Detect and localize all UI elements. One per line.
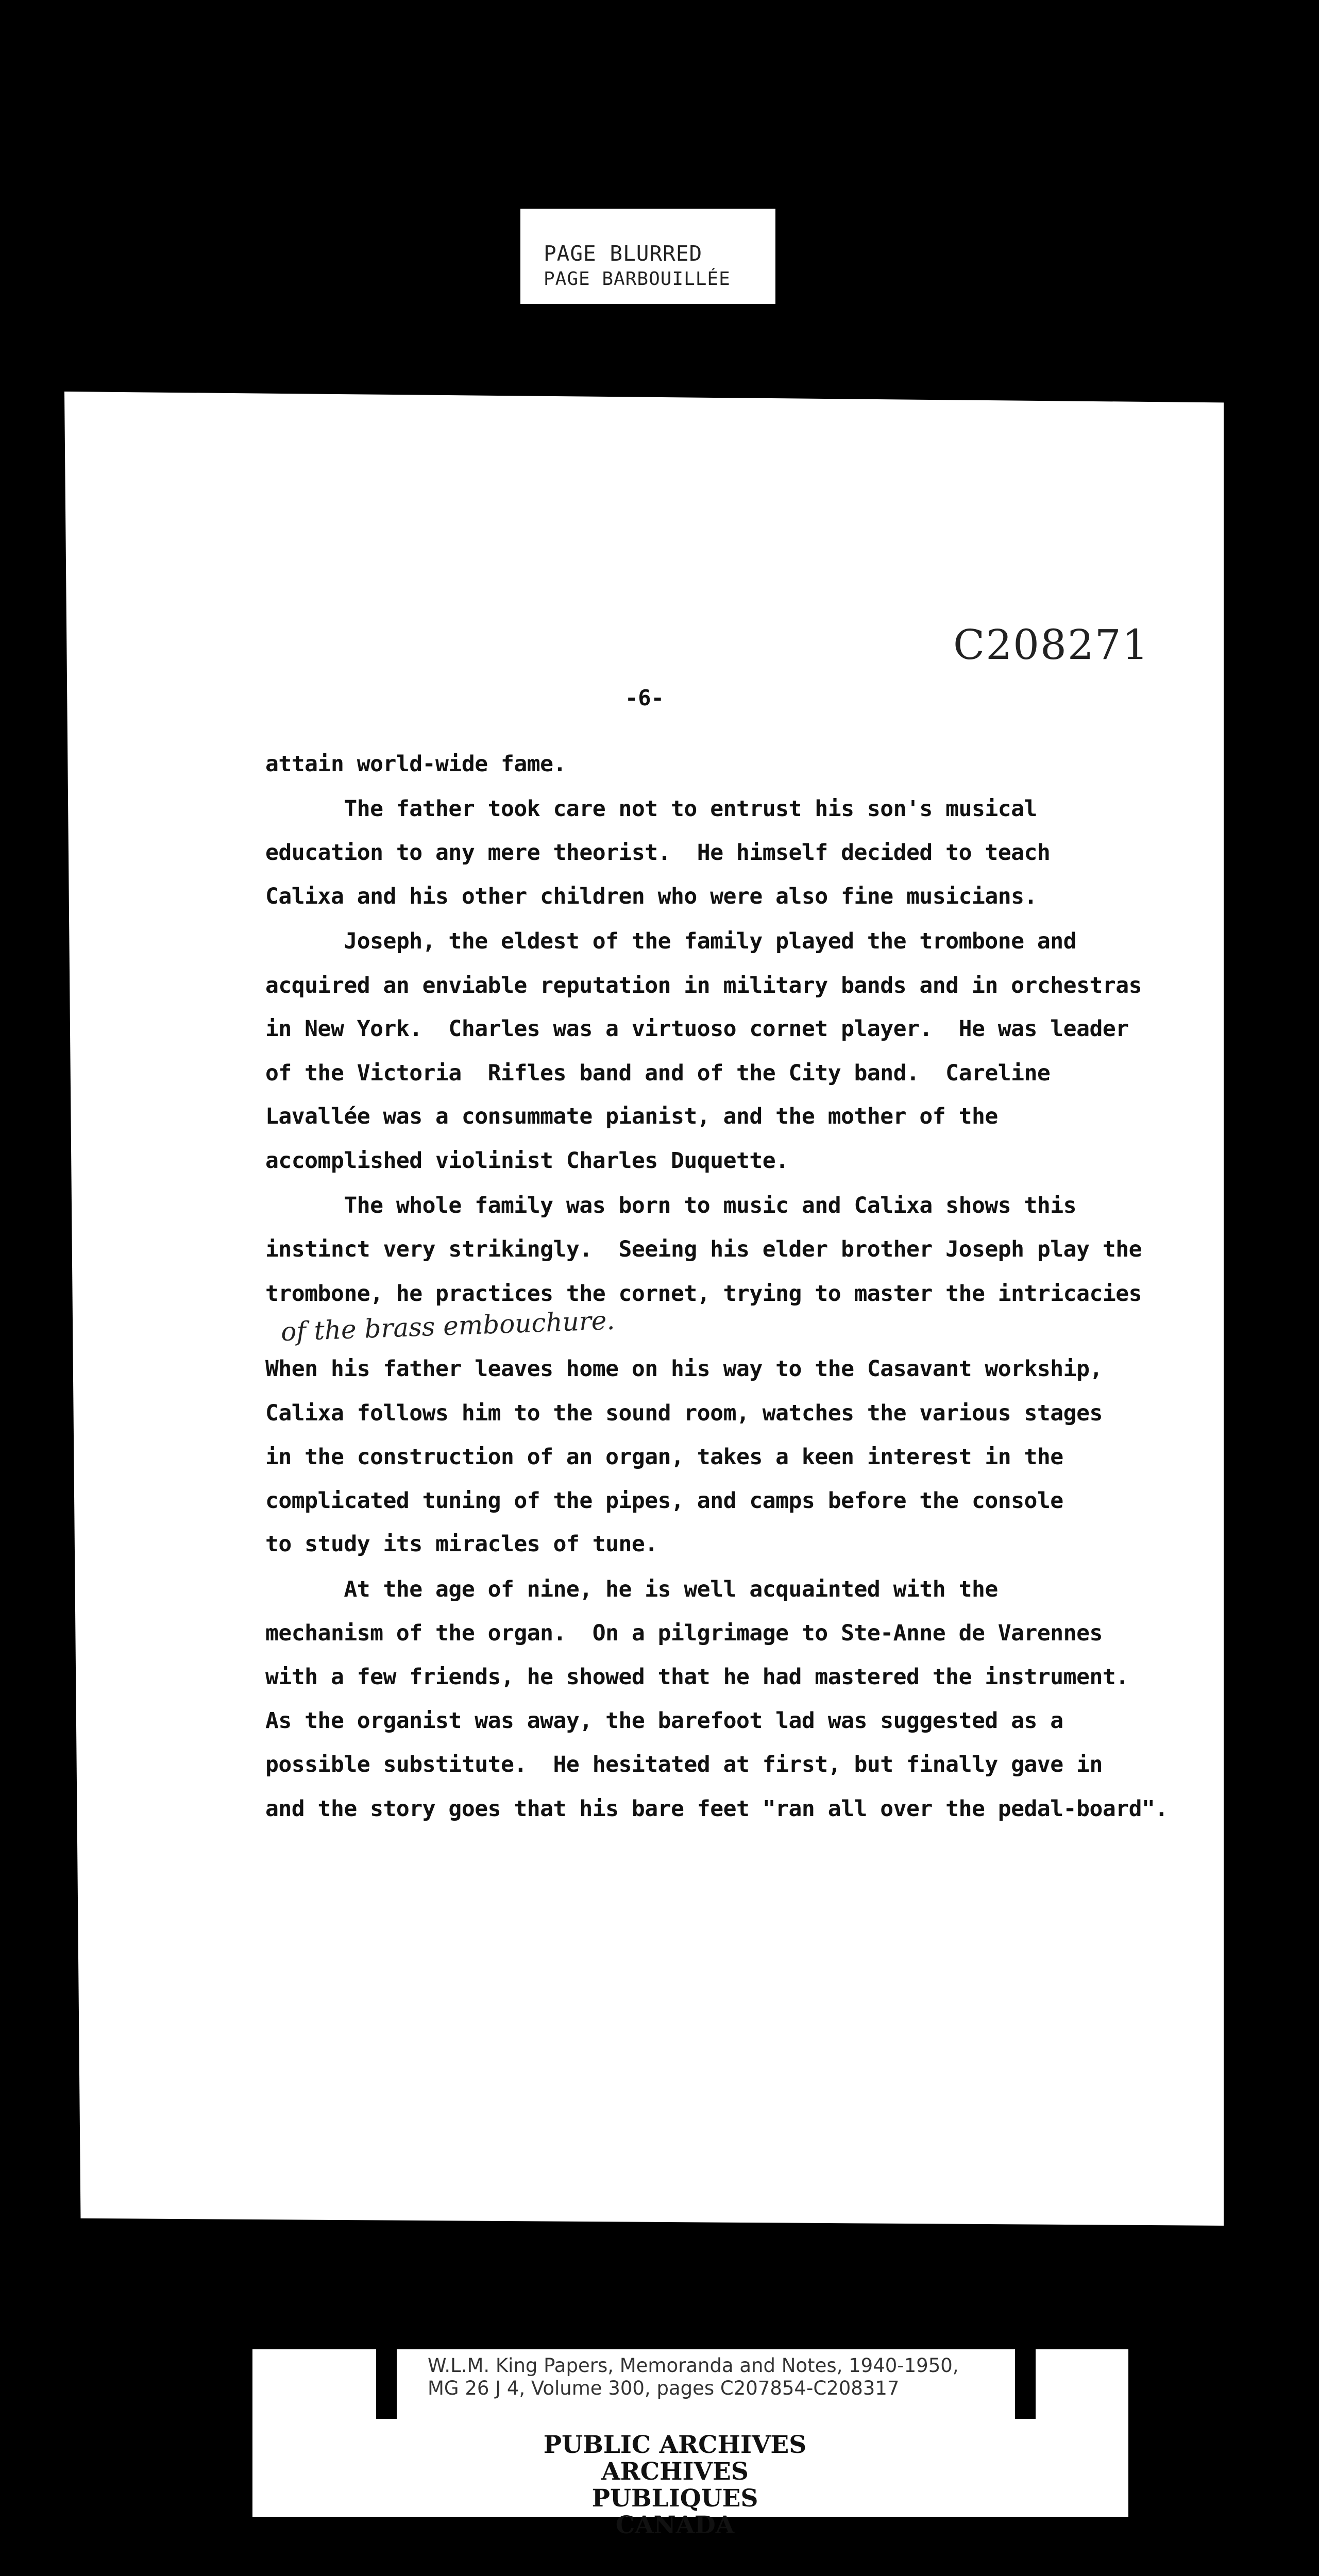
text-line: education to any mere theorist. He himself decided to teach: [265, 840, 1051, 866]
text-line: with a few friends, he showed that he had mastered the instrument.: [265, 1664, 1129, 1690]
text-line: of the Victoria Rifles band and of the City band. Careline: [265, 1060, 1051, 1086]
handwritten-insert: of the brass embouchure.: [280, 1305, 616, 1347]
text-line: possible substitute. He hesitated at first, but finally gave in: [265, 1752, 1103, 1777]
text-line: trombone, he practices the cornet, trying to master the intricacies: [265, 1281, 1142, 1307]
text-line: Joseph, the eldest of the family played the trombone and: [265, 928, 1077, 954]
text-line: and the story goes that his bare feet "ran all over the pedal-board".: [265, 1796, 1168, 1822]
archives-name: [531, 2432, 819, 2539]
text-line: instinct very strikingly. Seeing his elder brother Joseph play the: [265, 1236, 1142, 1262]
text-line: attain world-wide fame.: [265, 751, 566, 777]
text-line: complicated tuning of the pipes, and camps before the console: [265, 1488, 1063, 1514]
archival-citation: [428, 2354, 959, 2400]
text-line: Lavallée was a consummate pianist, and the mother of the: [265, 1104, 998, 1129]
text-line: The whole family was born to music and Calixa shows this: [265, 1193, 1077, 1218]
stamp-line-french: PAGE BARBOUILLÉE: [544, 268, 731, 290]
archives-line: PUBLIC ARCHIVES: [543, 2431, 807, 2459]
page-blurred-stamp: [520, 209, 775, 304]
citation-line: MG 26 J 4, Volume 300, pages C207854-C208317: [428, 2377, 900, 2399]
text-line: Calixa follows him to the sound room, watches the various stages: [265, 1400, 1103, 1426]
archives-line: ARCHIVES PUBLIQUES: [591, 2458, 758, 2513]
text-line: in New York. Charles was a virtuoso cornet player. He was leader: [265, 1016, 1129, 1042]
text-line: acquired an enviable reputation in military bands and in orchestras: [265, 973, 1142, 998]
citation-line: W.L.M. King Papers, Memoranda and Notes, 1940-1950,: [428, 2354, 959, 2377]
text-line: to study its miracles of tune.: [265, 1531, 658, 1557]
text-line: mechanism of the organ. On a pilgrimage to Ste-Anne de Varennes: [265, 1620, 1103, 1646]
card-tab-left: [376, 2342, 397, 2419]
text-line: As the organist was away, the barefoot lad was suggested as a: [265, 1708, 1063, 1734]
text-line: At the age of nine, he is well acquainted with the: [265, 1577, 998, 1602]
page-number: -6-: [625, 685, 664, 710]
archives-line: CANADA: [615, 2511, 735, 2539]
text-line: The father took care not to entrust his son's musical: [265, 796, 1037, 822]
text-line: in the construction of an organ, takes a keen interest in the: [265, 1444, 1063, 1470]
stamp-line-english: PAGE BLURRED: [544, 241, 703, 266]
text-line: accomplished violinist Charles Duquette.: [265, 1148, 789, 1174]
text-line: Calixa and his other children who were also fine musicians.: [265, 884, 1037, 909]
card-tab-right: [1015, 2342, 1036, 2419]
document-reference-number: C208271: [953, 621, 1149, 669]
text-line: When his father leaves home on his way to the Casavant workship,: [265, 1356, 1103, 1382]
